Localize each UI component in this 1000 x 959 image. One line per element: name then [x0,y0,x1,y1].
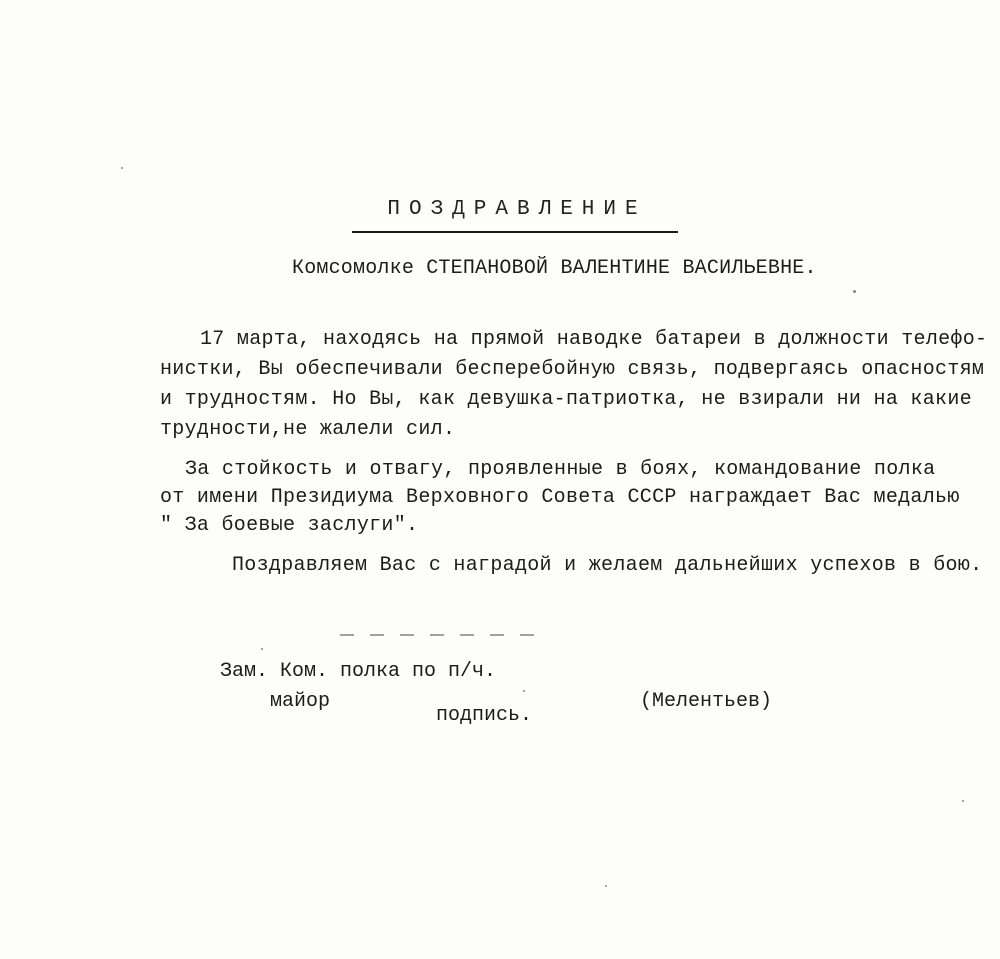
paragraph-1-line-1: 17 марта, находясь на прямой наводке батареи в должности телефо- [200,328,988,351]
signatory-name: (Мелентьев) [640,690,773,713]
paragraph-2-line-2: от имени Президиума Верховного Совета СССР награждает Вас медалью [160,486,960,509]
scan-speck [853,290,856,293]
paragraph-1-line-3: и трудностям. Но Вы, как девушка-патриотка, не взирали ни на какие [160,388,972,411]
scan-speck [523,690,525,692]
signature-label: подпись. [436,704,533,727]
paragraph-1-line-4: трудности,не жалели сил. [160,418,456,441]
signatory-rank: майор [270,690,331,713]
paragraph-1-line-2: нистки, Вы обеспечивали бесперебойную связь, подвергаясь опасностям [160,358,985,381]
scan-speck [121,167,123,169]
faint-dashed-mark [340,634,540,636]
paragraph-3-line-1: Поздравляем Вас с наградой и желаем дальнейших успехов в бою. [232,554,983,577]
scan-speck [605,885,607,887]
paragraph-2-line-1: За стойкость и отвагу, проявленные в боях, командование полка [185,458,936,481]
document-title: ПОЗДРАВЛЕНИЕ [387,198,647,221]
scan-speck [962,800,964,802]
paragraph-2-line-3: " За боевые заслуги". [160,514,419,537]
signatory-position: Зам. Ком. полка по п/ч. [220,660,497,683]
scan-speck [261,648,263,650]
addressee-line: Комсомолке СТЕПАНОВОЙ ВАЛЕНТИНЕ ВАСИЛЬЕВНЕ. [292,257,817,280]
title-underline [352,231,678,233]
